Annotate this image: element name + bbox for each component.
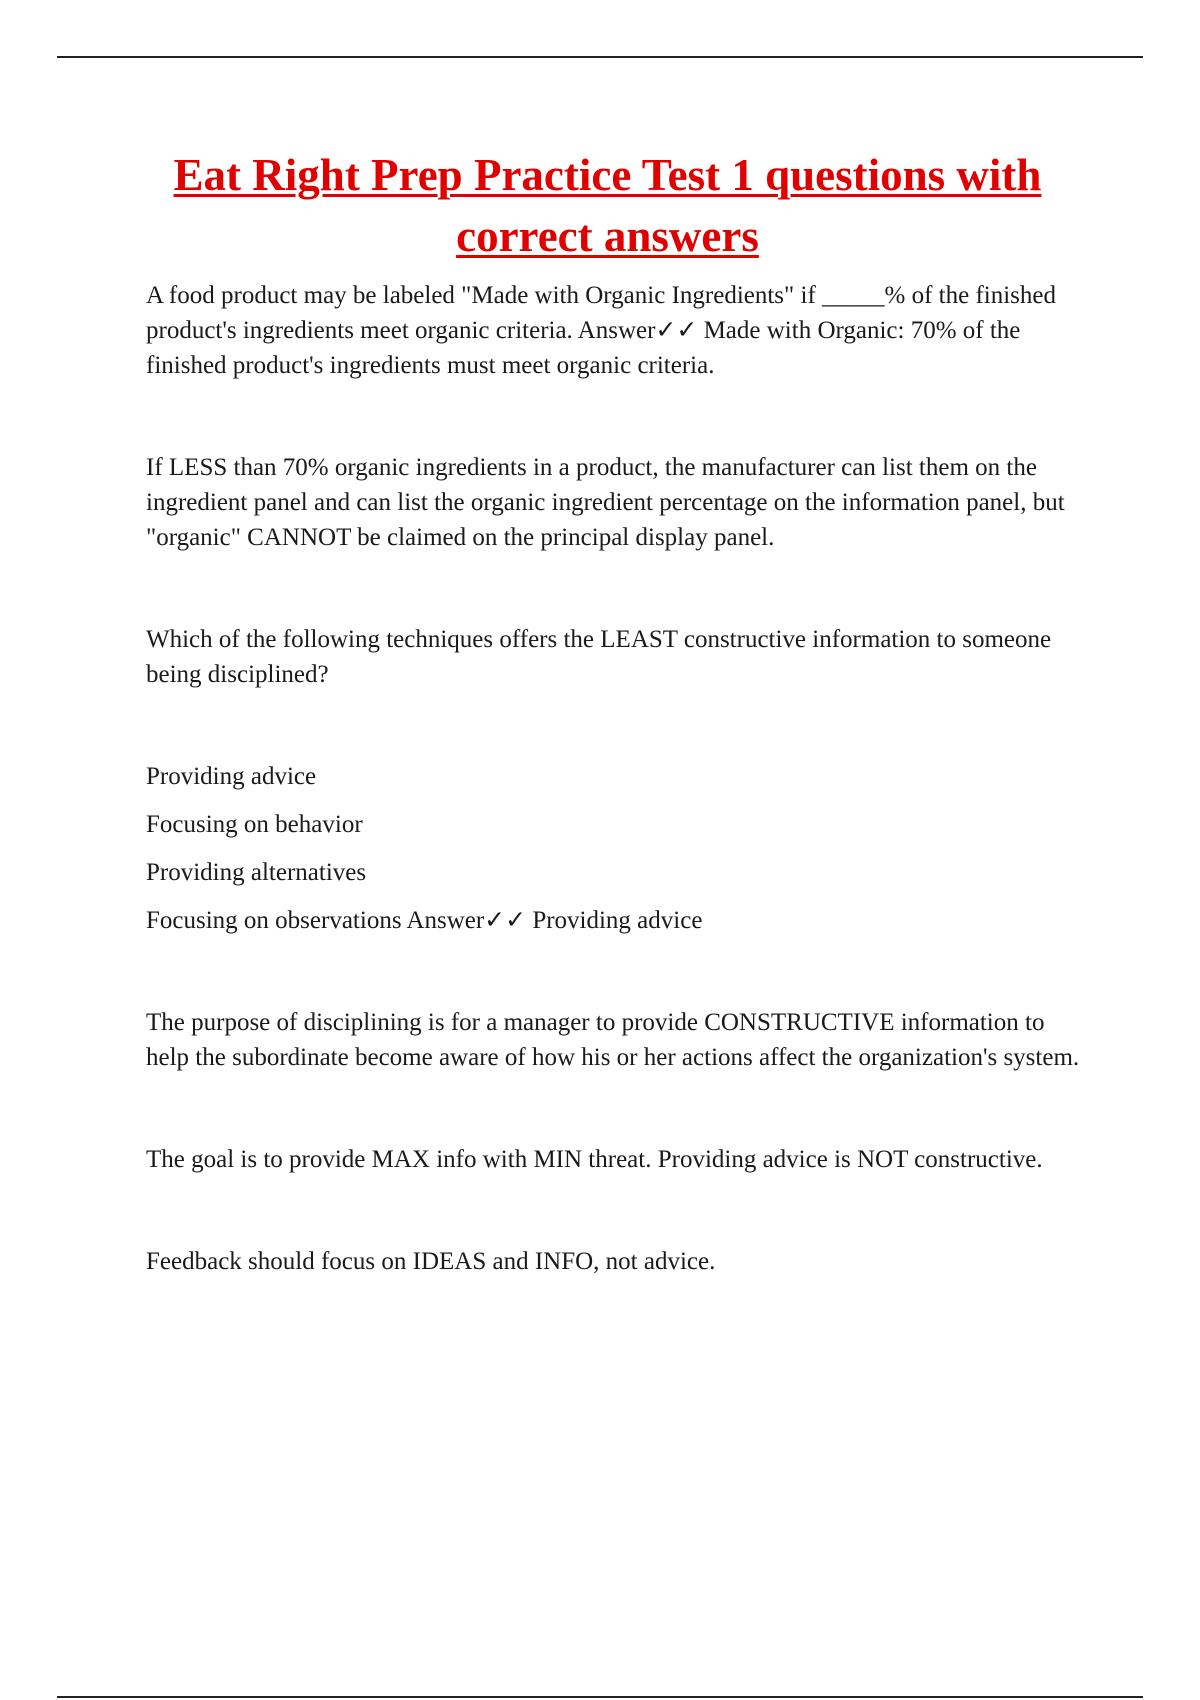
question-2: Which of the following techniques offers the LEAST constructive information to someone being disciplined? bbox=[146, 626, 1052, 688]
page-title: Eat Right Prep Practice Test 1 questions with correct answers bbox=[173, 150, 1042, 261]
option-1: Providing advice bbox=[146, 763, 317, 790]
question-1-explanation: If LESS than 70% organic ingredients in a product, the manufacturer can list them on the ingredient panel and can list the organic ingredient percentage on the information panel, but "organic" CANNOT be claimed on the principal display panel. bbox=[146, 454, 1065, 551]
question-2-explanation-1: The purpose of disciplining is for a manager to provide CONSTRUCTIVE information to help the subordinate become aware of how his or her actions affect the organization's system. bbox=[146, 1009, 1080, 1071]
question-2-explanation-2: The goal is to provide MAX info with MIN threat. Providing advice is NOT constructive. bbox=[146, 1146, 1043, 1173]
bottom-rule bbox=[57, 1696, 1143, 1698]
top-rule bbox=[57, 56, 1143, 58]
option-4-with-answer: Focusing on observations Answer✓✓ Providing advice bbox=[146, 907, 703, 934]
option-2: Focusing on behavior bbox=[146, 811, 363, 838]
question-1: A food product may be labeled "Made with Organic Ingredients" if _____% of the finished product's ingredients meet organic criteria. Answer✓✓ Made with Organic: 70% of the finished product's ingredients must meet organic criteria. bbox=[146, 282, 1056, 379]
answer-options bbox=[146, 759, 1086, 938]
question-2-explanation-3: Feedback should focus on IDEAS and INFO, not advice. bbox=[146, 1248, 716, 1275]
document-body bbox=[146, 278, 1086, 1279]
option-3: Providing alternatives bbox=[146, 859, 367, 886]
